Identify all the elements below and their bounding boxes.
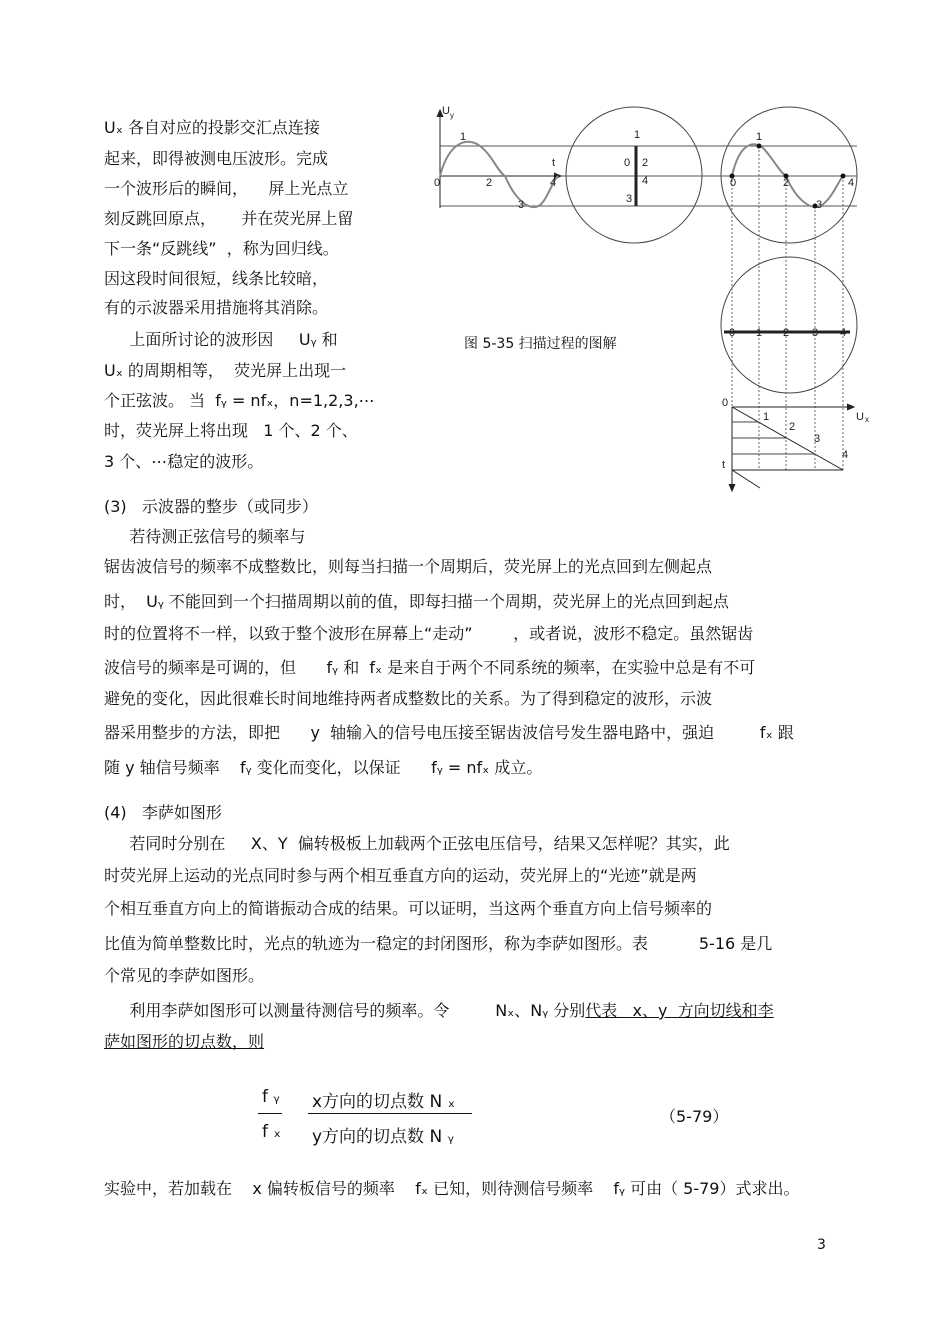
saw-label-4: 4 (842, 449, 849, 461)
sec4-line-4: 比值为简单整数比时，光点的轨迹为一稳定的封闭图形，称为李萨如图形。表 5-16 是几 (104, 934, 773, 953)
wave-label-1: 1 (460, 131, 467, 143)
saw-t-label: t (722, 459, 726, 471)
sec3-line-2: 锯齿波信号的频率不成整数比，则每当扫描一个周期后，荧光屏上的光点回到左侧起点 (104, 557, 713, 576)
screen3-label-2: 2 (783, 327, 790, 339)
formula-label: （5-79） (660, 1107, 729, 1126)
saw-label-3: 3 (814, 433, 821, 445)
uy-sub: y (450, 111, 454, 120)
formula-fy: f ᵧ (262, 1087, 280, 1107)
figure-caption: 图 5-35 扫描过程的图解 (464, 336, 617, 352)
left-col-line-3: 一个波形后的瞬间， 屏上光点立 (104, 179, 349, 198)
sec3-line-1: 若待测正弦信号的频率与 (104, 527, 306, 546)
left-col-line-2: 起来，即得被测电压波形。完成 (104, 149, 329, 168)
left-col-line-8: 上面所讨论的波形因 Uᵧ 和 (104, 330, 338, 349)
left-col-line-5: 下一条“反跳线” ，称为回归线。 (104, 239, 339, 258)
saw-label-2: 2 (789, 421, 796, 433)
formula-numerator: x方向的切点数 N ₓ (312, 1092, 456, 1112)
sec3-line-6: 避免的变化，因此很难长时间地维持两者成整数比的关系。为了得到稳定的波形，示波 (104, 689, 713, 708)
page-number: 3 (817, 1237, 826, 1253)
screen3-label-4: 4 (840, 327, 847, 339)
screen1-label-1: 1 (634, 129, 641, 141)
screen1-label-2: 2 (642, 157, 649, 169)
scan-process-figure (420, 100, 880, 500)
screen3-label-1: 1 (756, 327, 763, 339)
uy-label: U (442, 105, 450, 117)
formula-fraction-bar-right (308, 1113, 472, 1114)
screen2-label-3: 3 (816, 199, 823, 211)
screen2-label-2: 2 (783, 177, 790, 189)
sec3-line-8: 随 y 轴信号频率 fᵧ 变化而变化，以保证 fᵧ = nfₓ 成立。 (104, 758, 543, 777)
screen1-label-0: 0 (624, 157, 631, 169)
screen1-label-3: 3 (626, 193, 633, 205)
sec4-line-1: 若同时分别在 X、Y 偏转极板上加载两个正弦电压信号，结果又怎样呢？其实，此 (104, 834, 730, 853)
saw-label-1: 1 (763, 411, 770, 423)
ux-label: U (856, 411, 864, 423)
screen3-label-0: 0 (729, 327, 736, 339)
sec3-line-5: 波信号的频率是可调的，但 fᵧ 和 fₓ 是来自于两个不同系统的频率，在实验中总是有不可 (104, 658, 756, 677)
wave-label-0: 0 (434, 177, 441, 189)
screen2-label-1: 1 (756, 131, 763, 143)
screen-circle-1 (566, 107, 702, 243)
saw-label-0: 0 (722, 397, 729, 409)
formula-fx: f ₓ (262, 1122, 281, 1142)
left-col-line-9: Uₓ 的周期相等， 荧光屏上出现一 (104, 361, 347, 380)
sec3-line-4: 时的位置将不一样，以致于整个波形在屏幕上“走动” ，或者说，波形不稳定。虽然锯齿 (104, 624, 754, 643)
sec3-line-7: 器采用整步的方法，即把 y 轴输入的信号电压接至锯齿波信号发生器电路中，强迫 fₓ 跟 (104, 723, 794, 742)
wave-label-2: 2 (486, 177, 493, 189)
para5-line-2: 萨如图形的切点数，则 (104, 1032, 265, 1051)
screen1-label-4: 4 (642, 175, 649, 187)
screen2-label-0: 0 (730, 177, 737, 189)
left-col-line-1: Uₓ 各自对应的投影交汇点连接 (104, 118, 320, 137)
screen-circle-2 (721, 107, 857, 243)
sec4-line-3: 个相互垂直方向上的简谐振动合成的结果。可以证明，当这两个垂直方向上信号频率的 (104, 899, 713, 918)
wave-label-3: 3 (518, 199, 525, 211)
ux-sub: x (865, 415, 869, 424)
section-4-title: (4) 李萨如图形 (104, 803, 222, 822)
sine-wave-left (440, 142, 558, 207)
screen-circle-3 (721, 257, 857, 393)
left-col-line-4: 刻反跳回原点， 并在荧光屏上留 (104, 209, 354, 228)
section-3-title: (3) 示波器的整步（或同步） (104, 497, 318, 516)
left-col-line-6: 因这段时间很短，线条比较暗， (104, 269, 329, 288)
screen3-label-3: 3 (812, 327, 819, 339)
final-line: 实验中，若加载在 x 偏转板信号的频率 fₓ 已知，则待测信号频率 fᵧ 可由（ 5-79）式求出。 (104, 1179, 800, 1198)
left-col-line-12: 3 个、⋯稳定的波形。 (104, 452, 264, 471)
sec3-line-3: 时， Uᵧ 不能回到一个扫描周期以前的值，即每扫描一个周期，荧光屏上的光点回到起点 (104, 592, 729, 611)
screen2-label-4: 4 (848, 177, 855, 189)
left-col-line-11: 时，荧光屏上将出现 1 个、2 个、 (104, 421, 358, 440)
sec4-line-5: 个常见的李萨如图形。 (104, 966, 265, 985)
para5-line-1: 利用李萨如图形可以测量待测信号的频率。令 Nₓ、Nᵧ 分别代表 x、y 方向切线和李 (104, 1001, 774, 1020)
wave-label-4: 4 (550, 177, 557, 189)
formula-denominator: y方向的切点数 N ᵧ (312, 1127, 454, 1147)
sec4-line-2: 时荧光屏上运动的光点同时参与两个相互垂直方向的运动，荧光屏上的“光迹”就是两 (104, 866, 697, 885)
left-col-line-7: 有的示波器采用措施将其消除。 (104, 298, 329, 317)
formula-fraction-bar-left (258, 1113, 282, 1114)
left-col-line-10: 个正弦波。 当 fᵧ = nfₓ，n=1,2,3,⋯ (104, 391, 375, 410)
t-label: t (552, 157, 556, 169)
